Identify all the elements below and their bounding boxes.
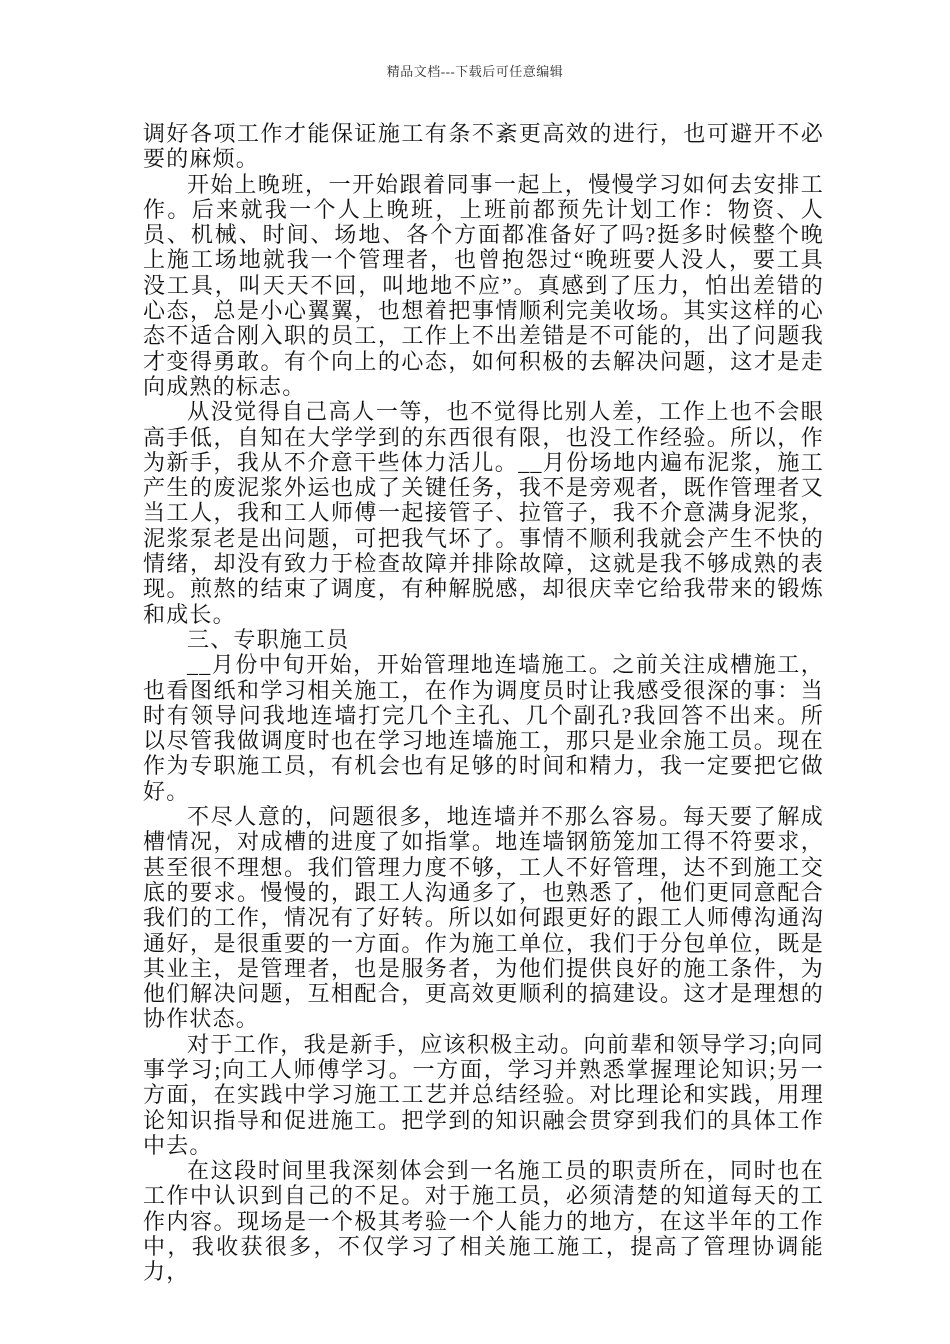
paragraph: 从没觉得自己高人一等，也不觉得比别人差，工作上也不会眼高手低，自知在大学学到的东西很有限，也没工作经验。所以，作为新手，我从不介意干些体力活儿。__月份场地内遍布泥浆，施工产生的废泥浆外运也成了关键任务，我不是旁观者，既作管理者又当工人，我和工人师傅一起接管子、拉管子，我不介意满身泥浆，泥浆泵老是出问题，可把我气坏了。事情不顺利我就会产生不快的情绪，却没有致力于检查故障并排除故障，这就是我不够成熟的表现。煎熬的结束了调度，有种解脱感，却很庆幸它给我带来的锻炼和成长。 xyxy=(143,399,824,627)
header-note: 精品文档---下载后可任意编辑 xyxy=(386,64,564,79)
paragraph: 调好各项工作才能保证施工有条不紊更高效的进行，也可避开不必要的麻烦。 xyxy=(143,121,824,172)
paragraph-section-heading: 三、专职施工员 xyxy=(187,626,350,652)
paragraph: 不尽人意的，问题很多，地连墙并不那么容易。每天要了解成槽情况，对成槽的进度了如指掌。地连墙钢筋笼加工得不符要求，甚至很不理想。我们管理力度不够，工人不好管理，达不到施工交底的要求。慢慢的，跟工人沟通多了，也熟悉了，他们更同意配合我们的工作，情况有了好转。所以如何跟更好的跟工人师傅沟通沟通好，是很重要的一方面。作为施工单位，我们于分包单位，既是其业主，是管理者，也是服务者，为他们提供良好的施工条件，为他们解决问题，互相配合，更高效更顺利的搞建设。这才是理想的协作状态。 xyxy=(143,804,824,1032)
paragraph: 对于工作，我是新手，应该积极主动。向前辈和领导学习;向同事学习;向工人师傅学习。一方面，学习并熟悉掌握理论知识;另一方面，在实践中学习施工工艺并总结经验。对比理论和实践，用理论知识指导和促进施工。把学到的知识融会贯穿到我们的具体工作中去。 xyxy=(143,1031,824,1158)
paragraph: 在这段时间里我深刻体会到一名施工员的职责所在，同时也在工作中认识到自己的不足。对于施工员，必须清楚的知道每天的工作内容。现场是一个极其考验一个人能力的地方，在这半年的工作中，我收获很多，不仅学习了相关施工施工，提高了管理协调能力， xyxy=(143,1158,824,1285)
paragraph: __月份中旬开始，开始管理地连墙施工。之前关注成槽施工，也看图纸和学习相关施工，在作为调度员时让我感受很深的事：当时有领导问我地连墙打完几个主孔、几个副孔?我回答不出来。所以尽管我做调度时也在学习地连墙施工，那只是业余施工员。现在作为专职施工员，有机会也有足够的时间和精力，我一定要把它做好。 xyxy=(143,652,824,804)
document-body xyxy=(143,121,824,1285)
paragraph: 开始上晚班，一开始跟着同事一起上，慢慢学习如何去安排工作。后来就我一个人上晚班，上班前都预先计划工作：物资、人员、机械、时间、场地、各个方面都准备好了吗?挺多时候整个晚上施工场地就我一个管理者，也曾抱怨过“晚班要人没人，要工具没工具，叫天天不回，叫地地不应”。真感到了压力，怕出差错的心态，总是小心翼翼，也想着把事情顺利完美收场。其实这样的心态不适合刚入职的员工，工作上不出差错是不可能的，出了问题我才变得勇敢。有个向上的心态，如何积极的去解决问题，这才是走向成熟的标志。 xyxy=(143,171,824,399)
